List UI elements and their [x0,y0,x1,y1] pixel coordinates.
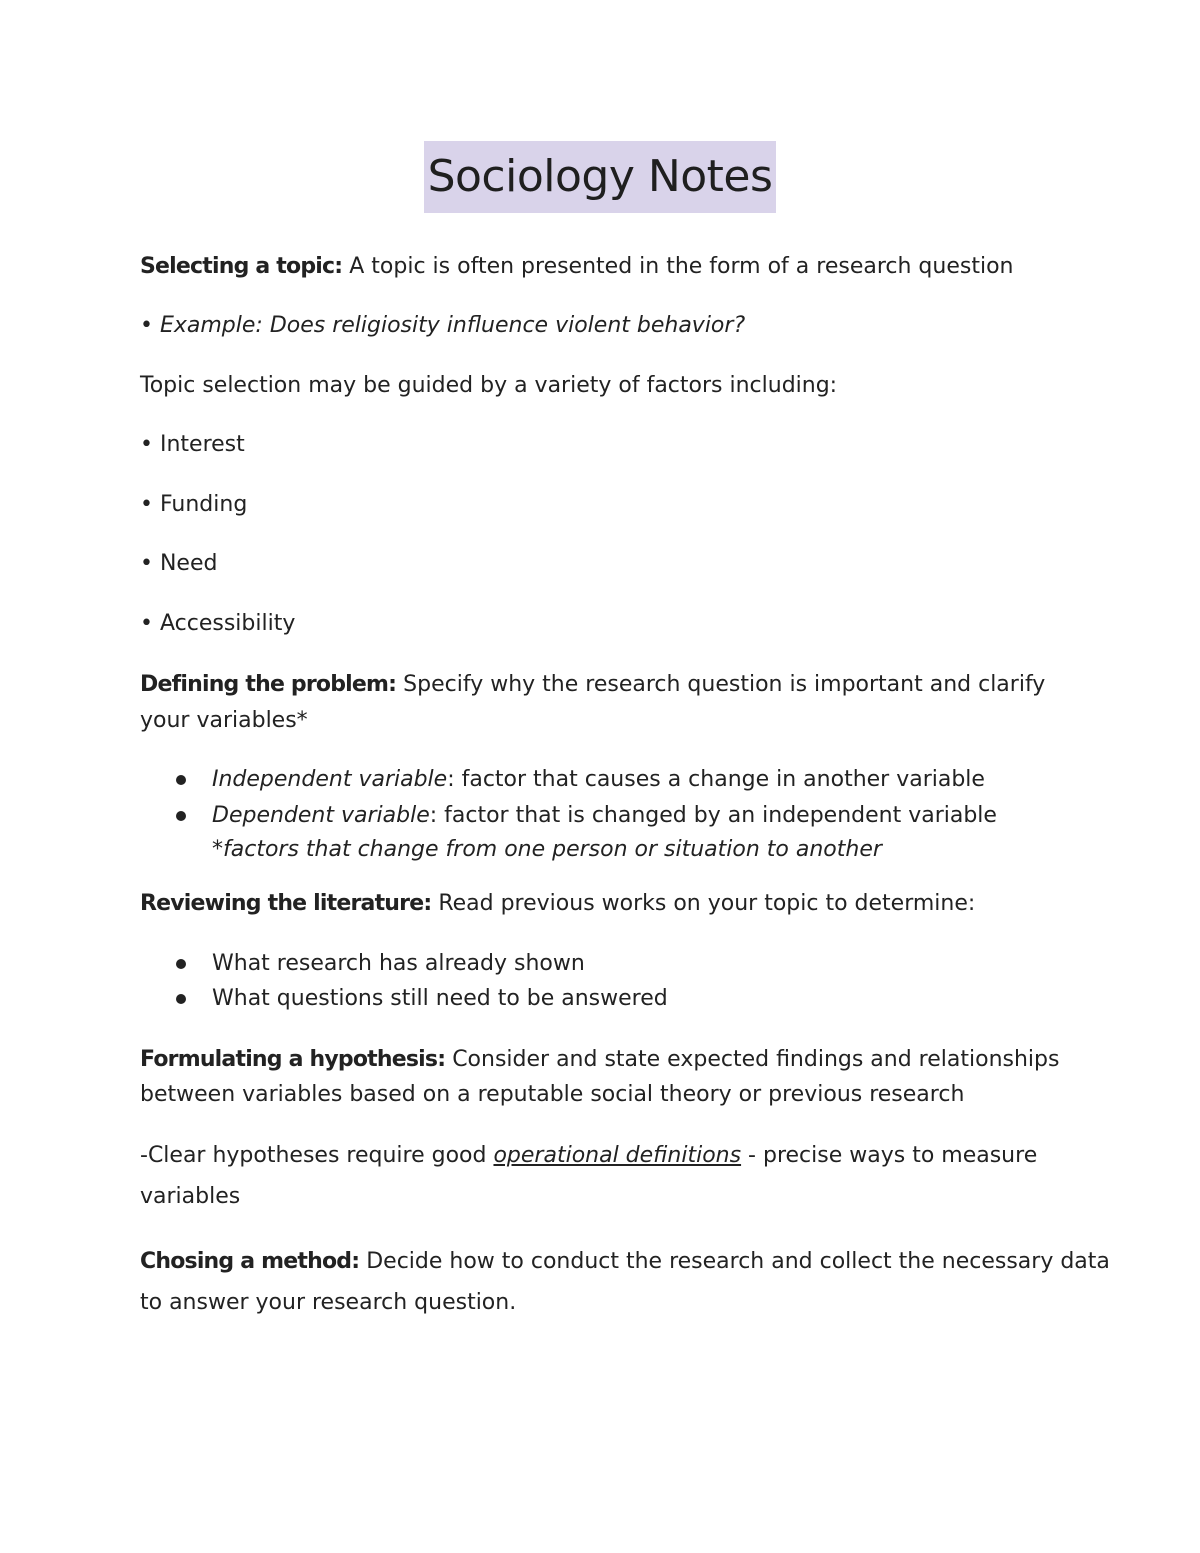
hypothesis-note-pre: -Clear hypotheses require good [140,1143,494,1168]
literature-heading: Reviewing the literature: [140,891,432,916]
hypothesis-note-post: - precise ways to measure [741,1143,1038,1168]
literature-item: What research has already shown [212,951,585,976]
method-line-1 [140,1247,1110,1277]
method-text-1: Decide how to conduct the research and collect the necessary data [359,1249,1110,1274]
independent-variable-definition: : factor that causes a change in another variable [447,767,985,792]
hypothesis-line-1 [140,1045,1059,1075]
bullet-icon [176,811,186,821]
bullet-icon [176,775,186,785]
factor-item-interest: • Interest [140,432,245,457]
topic-example: • Example: Does religiosity influence violent behavior? [140,313,746,338]
page-title: Sociology Notes [424,141,777,213]
problem-line-1 [140,670,1045,700]
independent-variable-item [212,765,985,795]
operational-definitions-term: operational definitions [493,1143,742,1168]
dependent-variable-term: Dependent variable [212,803,430,828]
problem-text-2: your variables* [140,708,308,733]
topic-heading: Selecting a topic: [140,254,343,279]
topic-line [140,252,1013,282]
method-heading: Chosing a method: [140,1249,360,1274]
hypothesis-heading: Formulating a hypothesis: [140,1047,446,1072]
factors-intro: Topic selection may be guided by a variety of factors including: [140,373,838,398]
dependent-variable-item [212,801,997,831]
variables-footnote: *factors that change from one person or situation to another [212,837,882,862]
dependent-variable-definition: : factor that is changed by an independent variable [429,803,997,828]
hypothesis-note-line-1 [140,1141,1037,1171]
factor-item-accessibility: • Accessibility [140,611,296,636]
literature-item: What questions still need to be answered [212,986,668,1011]
literature-text: Read previous works on your topic to determine: [431,891,976,916]
problem-text-1: Specify why the research question is important and clarify [396,672,1046,697]
bullet-icon [176,959,186,969]
literature-line [140,889,975,919]
hypothesis-text-1: Consider and state expected findings and relationships [445,1047,1060,1072]
independent-variable-term: Independent variable [212,767,448,792]
factor-item-need: • Need [140,551,218,576]
title-wrap [0,141,1200,213]
factor-item-funding: • Funding [140,492,248,517]
hypothesis-note-line-2: variables [140,1184,241,1209]
hypothesis-text-2: between variables based on a reputable social theory or previous research [140,1082,965,1107]
bullet-icon [176,994,186,1004]
topic-text: A topic is often presented in the form of a research question [342,254,1014,279]
problem-heading: Defining the problem: [140,672,397,697]
method-text-2: to answer your research question. [140,1290,517,1315]
